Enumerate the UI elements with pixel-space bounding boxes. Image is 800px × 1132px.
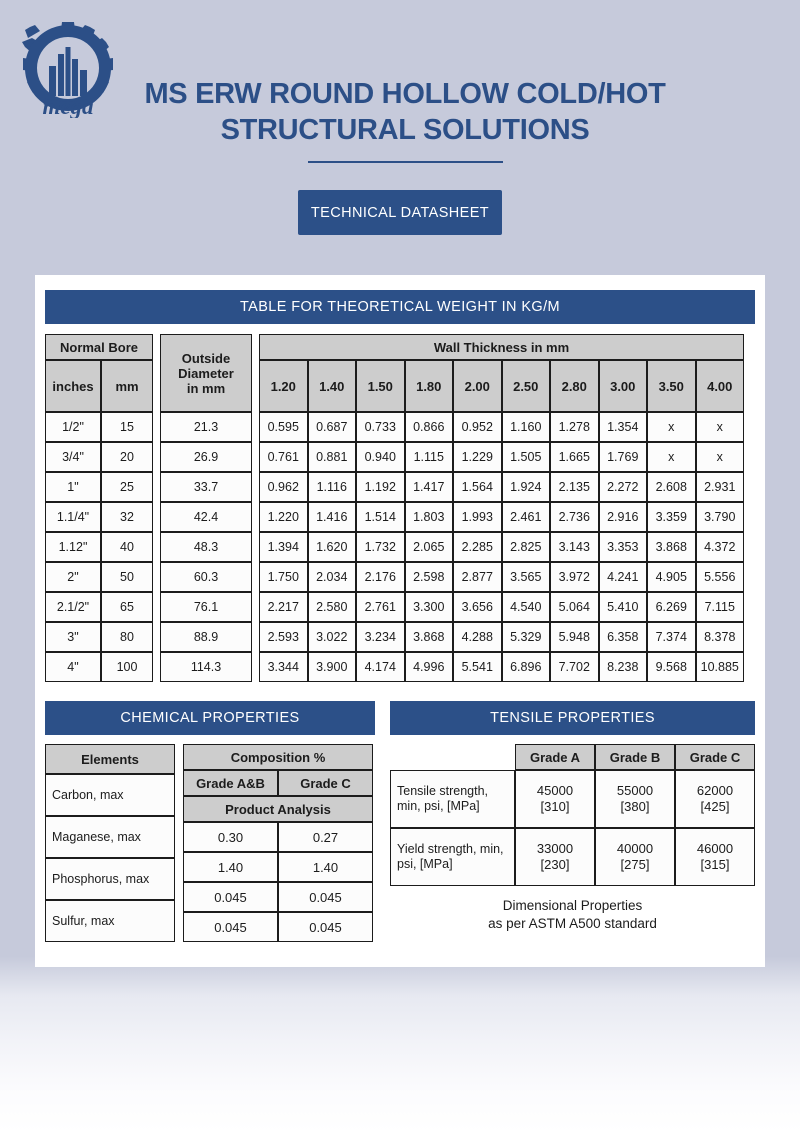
tensile-grade-c-cell-1: 46000 [315]: [675, 828, 755, 886]
weight-cell-r3-c8: 3.359: [647, 502, 696, 532]
table-row: [45, 532, 153, 562]
bore-inches-header: inches: [45, 360, 101, 412]
weight-cell-r4-c3: 2.065: [405, 532, 454, 562]
weight-cell-r0-c5: 1.160: [502, 412, 551, 442]
tensile-grade-c-cell-0: 62000 [425]: [675, 770, 755, 828]
bore-inches-cell: 2.1/2": [45, 592, 101, 622]
tensile-grade-b-cell-0: 55000 [380]: [595, 770, 675, 828]
table-row: [45, 442, 153, 472]
table-row: [259, 562, 744, 592]
table-row: [45, 622, 153, 652]
tensile-grade-a-cell-1: 33000 [230]: [515, 828, 595, 886]
weight-cell-r2-c2: 1.192: [356, 472, 405, 502]
list-item: [45, 816, 175, 858]
table-row: [160, 472, 252, 502]
title-line-2: STRUCTURAL SOLUTIONS: [220, 114, 590, 146]
weight-cell-r1-c4: 1.229: [453, 442, 502, 472]
bore-mm-cell: 100: [101, 652, 153, 682]
bore-mm-cell: 80: [101, 622, 153, 652]
table-row: [183, 822, 373, 852]
tensile-properties-title-bar: TENSILE PROPERTIES: [390, 701, 755, 735]
weight-cell-r6-c4: 3.656: [453, 592, 502, 622]
weight-cell-r4-c1: 1.620: [308, 532, 357, 562]
weight-cell-r3-c5: 2.461: [502, 502, 551, 532]
weight-cell-r5-c3: 2.598: [405, 562, 454, 592]
outside-diameter-cell: 33.7: [160, 472, 252, 502]
weight-cell-r6-c5: 4.540: [502, 592, 551, 622]
bore-mm-cell: 65: [101, 592, 153, 622]
composition-grade-c-cell-1: 1.40: [278, 852, 373, 882]
weight-cell-r7-c7: 6.358: [599, 622, 648, 652]
weight-cell-r8-c9: 10.885: [696, 652, 745, 682]
tensile-properties-section: [390, 701, 755, 942]
weight-cell-r3-c1: 1.416: [308, 502, 357, 532]
table-row: [390, 770, 755, 828]
weight-cell-r5-c1: 2.034: [308, 562, 357, 592]
weight-cell-r7-c8: 7.374: [647, 622, 696, 652]
composition-table: [183, 744, 373, 942]
table-row: [45, 592, 153, 622]
weight-cell-r0-c6: 1.278: [550, 412, 599, 442]
elements-header: Elements: [45, 744, 175, 774]
weight-cell-r3-c7: 2.916: [599, 502, 648, 532]
weight-cell-r4-c0: 1.394: [259, 532, 308, 562]
weight-cell-r8-c6: 7.702: [550, 652, 599, 682]
table-row: [45, 652, 153, 682]
weight-cell-r2-c4: 1.564: [453, 472, 502, 502]
outside-diameter-cell: 26.9: [160, 442, 252, 472]
weight-cell-r3-c9: 3.790: [696, 502, 745, 532]
weight-cell-r1-c9: x: [696, 442, 745, 472]
weight-cell-r5-c2: 2.176: [356, 562, 405, 592]
bore-inches-cell: 1.1/4": [45, 502, 101, 532]
list-item: [45, 774, 175, 816]
table-row: [45, 412, 153, 442]
title-divider: [308, 161, 503, 163]
weight-cell-r4-c9: 4.372: [696, 532, 745, 562]
wall-thickness-header-3: 1.80: [405, 360, 454, 412]
weight-cell-r5-c7: 4.241: [599, 562, 648, 592]
weight-cell-r0-c7: 1.354: [599, 412, 648, 442]
table-row: [259, 592, 744, 622]
weight-cell-r3-c3: 1.803: [405, 502, 454, 532]
weight-cell-r2-c8: 2.608: [647, 472, 696, 502]
weight-cell-r5-c8: 4.905: [647, 562, 696, 592]
weight-cell-r0-c2: 0.733: [356, 412, 405, 442]
weight-cell-r2-c3: 1.417: [405, 472, 454, 502]
table-row: [259, 622, 744, 652]
outside-diameter-header: Outside Diameter in mm: [160, 334, 252, 412]
table-row: [259, 532, 744, 562]
bore-mm-header: mm: [101, 360, 153, 412]
weight-cell-r6-c6: 5.064: [550, 592, 599, 622]
table-row: [160, 412, 252, 442]
normal-bore-group-header: Normal Bore: [45, 334, 153, 360]
element-name-2: Phosphorus, max: [45, 858, 175, 900]
chemical-tables: [45, 744, 375, 942]
weight-cell-r7-c2: 3.234: [356, 622, 405, 652]
elements-table: [45, 744, 175, 942]
weight-cell-r7-c1: 3.022: [308, 622, 357, 652]
tensile-grade-c-header: Grade C: [675, 744, 755, 770]
dimensional-note-line-2: as per ASTM A500 standard: [488, 916, 657, 931]
title-line-1: MS ERW ROUND HOLLOW COLD/HOT: [144, 78, 666, 110]
composition-grade-c-cell-2: 0.045: [278, 882, 373, 912]
weight-cell-r1-c8: x: [647, 442, 696, 472]
table-row: [45, 562, 153, 592]
composition-header: Composition %: [183, 744, 373, 770]
weight-cell-r0-c9: x: [696, 412, 745, 442]
normal-bore-table: [45, 334, 153, 682]
list-item: [45, 900, 175, 942]
outside-diameter-cell: 114.3: [160, 652, 252, 682]
table-row: [160, 562, 252, 592]
bore-mm-cell: 50: [101, 562, 153, 592]
element-name-3: Sulfur, max: [45, 900, 175, 942]
weight-cell-r7-c6: 5.948: [550, 622, 599, 652]
table-row: [45, 472, 153, 502]
weight-cell-r7-c0: 2.593: [259, 622, 308, 652]
weight-cell-r0-c4: 0.952: [453, 412, 502, 442]
table-row: [259, 502, 744, 532]
composition-grade-ab-cell-1: 1.40: [183, 852, 278, 882]
weight-cell-r5-c9: 5.556: [696, 562, 745, 592]
technical-datasheet-button[interactable]: TECHNICAL DATASHEET: [298, 190, 502, 235]
wall-thickness-header-1: 1.40: [308, 360, 357, 412]
product-analysis-header: Product Analysis: [183, 796, 373, 822]
datasheet-card: [35, 275, 765, 967]
weight-table-section: [45, 290, 755, 682]
dimensional-properties-note: [390, 897, 755, 933]
bore-inches-cell: 3/4": [45, 442, 101, 472]
weight-cell-r3-c0: 1.220: [259, 502, 308, 532]
table-row: [160, 502, 252, 532]
tensile-row-label-0: Tensile strength, min, psi, [MPa]: [390, 770, 515, 828]
bore-inches-cell: 1.12": [45, 532, 101, 562]
bore-mm-cell: 25: [101, 472, 153, 502]
tensile-grade-b-cell-1: 40000 [275]: [595, 828, 675, 886]
weight-cell-r7-c4: 4.288: [453, 622, 502, 652]
weight-cell-r7-c3: 3.868: [405, 622, 454, 652]
weight-cell-r4-c6: 3.143: [550, 532, 599, 562]
weight-cell-r6-c8: 6.269: [647, 592, 696, 622]
bore-inches-cell: 4": [45, 652, 101, 682]
composition-grade-ab-cell-2: 0.045: [183, 882, 278, 912]
bore-mm-cell: 40: [101, 532, 153, 562]
tensile-table: [390, 744, 755, 886]
weight-cell-r5-c5: 3.565: [502, 562, 551, 592]
table-row: [183, 852, 373, 882]
outside-diameter-cell: 76.1: [160, 592, 252, 622]
properties-panels: [45, 701, 755, 942]
weight-cell-r1-c2: 0.940: [356, 442, 405, 472]
weight-cell-r4-c4: 2.285: [453, 532, 502, 562]
table-row: [183, 912, 373, 942]
composition-grade-c-cell-0: 0.27: [278, 822, 373, 852]
table-row: [160, 442, 252, 472]
tensile-grade-b-header: Grade B: [595, 744, 675, 770]
weight-cell-r2-c6: 2.135: [550, 472, 599, 502]
wall-thickness-header-0: 1.20: [259, 360, 308, 412]
weight-cell-r1-c3: 1.115: [405, 442, 454, 472]
wall-thickness-header-2: 1.50: [356, 360, 405, 412]
wall-thickness-header-6: 2.80: [550, 360, 599, 412]
weight-cell-r3-c4: 1.993: [453, 502, 502, 532]
weight-cell-r1-c6: 1.665: [550, 442, 599, 472]
wall-thickness-header-5: 2.50: [502, 360, 551, 412]
outside-diameter-cell: 21.3: [160, 412, 252, 442]
wall-thickness-header-7: 3.00: [599, 360, 648, 412]
weight-cell-r2-c0: 0.962: [259, 472, 308, 502]
weight-cell-r3-c6: 2.736: [550, 502, 599, 532]
tensile-tables: [390, 744, 755, 886]
weight-cell-r1-c5: 1.505: [502, 442, 551, 472]
weight-cell-r8-c4: 5.541: [453, 652, 502, 682]
tensile-blank-corner: [390, 744, 515, 770]
weight-cell-r4-c5: 2.825: [502, 532, 551, 562]
weight-cell-r8-c7: 8.238: [599, 652, 648, 682]
weight-cell-r6-c0: 2.217: [259, 592, 308, 622]
tensile-grade-a-cell-0: 45000 [310]: [515, 770, 595, 828]
weight-cell-r4-c8: 3.868: [647, 532, 696, 562]
weight-cell-r8-c5: 6.896: [502, 652, 551, 682]
outside-diameter-cell: 88.9: [160, 622, 252, 652]
weight-cell-r4-c7: 3.353: [599, 532, 648, 562]
weight-cell-r8-c2: 4.174: [356, 652, 405, 682]
grade-c-header: Grade C: [278, 770, 373, 796]
weight-cell-r1-c1: 0.881: [308, 442, 357, 472]
bore-mm-cell: 15: [101, 412, 153, 442]
outside-diameter-cell: 60.3: [160, 562, 252, 592]
list-item: [45, 858, 175, 900]
weight-cell-r7-c5: 5.329: [502, 622, 551, 652]
wall-thickness-header-8: 3.50: [647, 360, 696, 412]
bore-inches-cell: 1/2": [45, 412, 101, 442]
weight-cell-r6-c2: 2.761: [356, 592, 405, 622]
weight-cell-r2-c5: 1.924: [502, 472, 551, 502]
bore-inches-cell: 3": [45, 622, 101, 652]
weight-cell-r6-c3: 3.300: [405, 592, 454, 622]
page-header: [0, 0, 800, 275]
tensile-row-label-1: Yield strength, min, psi, [MPa]: [390, 828, 515, 886]
bore-mm-cell: 32: [101, 502, 153, 532]
weight-cell-r6-c1: 2.580: [308, 592, 357, 622]
element-name-0: Carbon, max: [45, 774, 175, 816]
table-row: [259, 442, 744, 472]
logo-wordmark: mega: [42, 94, 94, 118]
wall-thickness-group-header: Wall Thickness in mm: [259, 334, 744, 360]
bore-inches-cell: 1": [45, 472, 101, 502]
table-row: [259, 652, 744, 682]
weight-cell-r6-c7: 5.410: [599, 592, 648, 622]
weight-cell-r8-c0: 3.344: [259, 652, 308, 682]
dimensional-note-line-1: Dimensional Properties: [502, 898, 643, 913]
table-row: [259, 472, 744, 502]
mega-logo: [18, 18, 118, 118]
chemical-properties-section: [45, 701, 375, 942]
composition-grade-ab-cell-0: 0.30: [183, 822, 278, 852]
weight-cell-r5-c0: 1.750: [259, 562, 308, 592]
weight-cell-r2-c9: 2.931: [696, 472, 745, 502]
weight-cell-r7-c9: 8.378: [696, 622, 745, 652]
table-row: [160, 592, 252, 622]
weight-cell-r5-c6: 3.972: [550, 562, 599, 592]
element-name-1: Maganese, max: [45, 816, 175, 858]
outside-diameter-table: [160, 334, 252, 682]
weight-cell-r6-c9: 7.115: [696, 592, 745, 622]
outside-diameter-cell: 48.3: [160, 532, 252, 562]
bore-inches-cell: 2": [45, 562, 101, 592]
chemical-properties-title-bar: CHEMICAL PROPERTIES: [45, 701, 375, 735]
table-row: [160, 622, 252, 652]
grade-ab-header: Grade A&B: [183, 770, 278, 796]
weight-table-blocks: [45, 334, 755, 682]
weight-cell-r0-c0: 0.595: [259, 412, 308, 442]
wall-thickness-header-4: 2.00: [453, 360, 502, 412]
table-row: [160, 652, 252, 682]
table-row: [45, 502, 153, 532]
page-title: [130, 76, 680, 163]
wall-thickness-table: [259, 334, 744, 682]
bore-mm-cell: 20: [101, 442, 153, 472]
composition-grade-ab-cell-3: 0.045: [183, 912, 278, 942]
tensile-grade-a-header: Grade A: [515, 744, 595, 770]
table-row: [160, 532, 252, 562]
table-row: [183, 882, 373, 912]
weight-cell-r4-c2: 1.732: [356, 532, 405, 562]
weight-cell-r3-c2: 1.514: [356, 502, 405, 532]
weight-cell-r1-c0: 0.761: [259, 442, 308, 472]
wall-thickness-header-9: 4.00: [696, 360, 745, 412]
weight-cell-r1-c7: 1.769: [599, 442, 648, 472]
weight-cell-r0-c1: 0.687: [308, 412, 357, 442]
table-row: [259, 412, 744, 442]
weight-cell-r8-c1: 3.900: [308, 652, 357, 682]
weight-cell-r8-c3: 4.996: [405, 652, 454, 682]
weight-cell-r8-c8: 9.568: [647, 652, 696, 682]
outside-diameter-cell: 42.4: [160, 502, 252, 532]
weight-cell-r2-c7: 2.272: [599, 472, 648, 502]
weight-table-title-bar: TABLE FOR THEORETICAL WEIGHT IN KG/M: [45, 290, 755, 324]
weight-cell-r0-c8: x: [647, 412, 696, 442]
weight-cell-r2-c1: 1.116: [308, 472, 357, 502]
composition-grade-c-cell-3: 0.045: [278, 912, 373, 942]
weight-cell-r5-c4: 2.877: [453, 562, 502, 592]
weight-cell-r0-c3: 0.866: [405, 412, 454, 442]
table-row: [390, 828, 755, 886]
